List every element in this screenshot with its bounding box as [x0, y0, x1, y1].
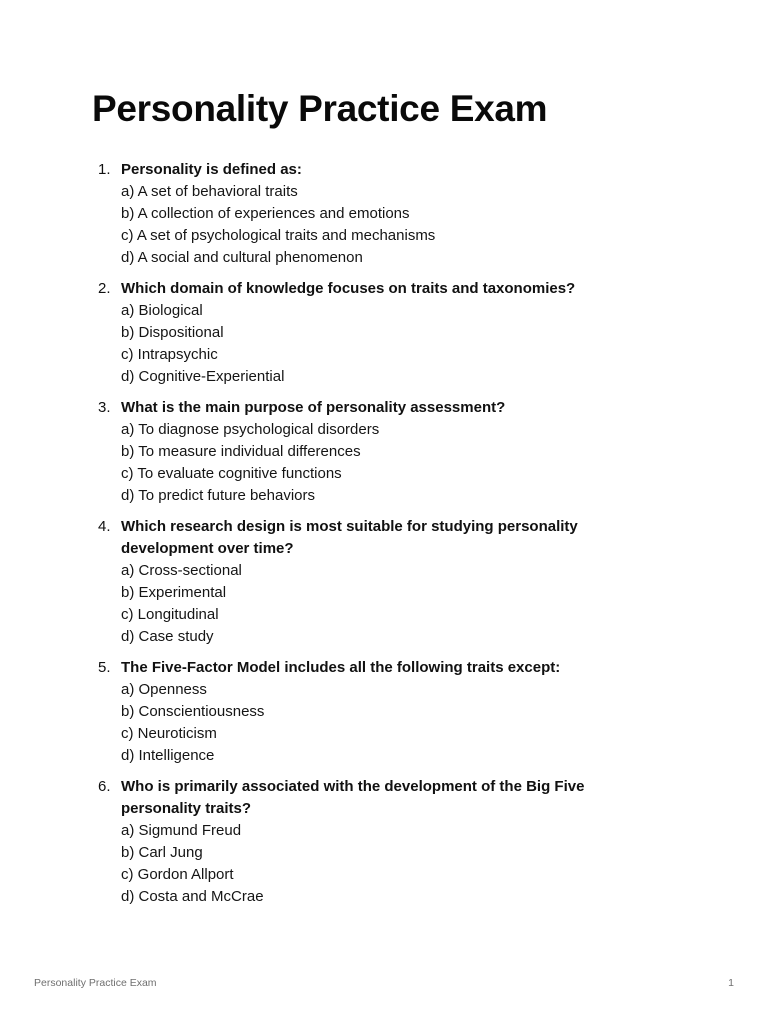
- question-number: 6.: [98, 778, 111, 795]
- answer-option: b) To measure individual differences: [121, 443, 361, 460]
- question-item: [0, 159, 768, 269]
- answer-option: b) A collection of experiences and emotions: [121, 205, 410, 222]
- question-item: [0, 278, 768, 388]
- answer-options: [0, 419, 768, 507]
- question-item: [0, 776, 768, 908]
- answer-option: b) Experimental: [121, 584, 227, 601]
- answer-option: c) A set of psychological traits and mechanisms: [121, 227, 436, 244]
- answer-option: a) Cross-sectional: [121, 562, 242, 579]
- answer-option: c) Gordon Allport: [121, 866, 234, 883]
- question-list: [0, 159, 768, 917]
- question-item: [0, 516, 768, 648]
- question-text: Who is primarily associated with the development of the Big Five personality traits?: [121, 778, 585, 817]
- answer-option: d) Costa and McCrae: [121, 888, 264, 905]
- answer-option: a) A set of behavioral traits: [121, 183, 298, 200]
- answer-options: [0, 300, 768, 388]
- answer-option: d) To predict future behaviors: [121, 487, 315, 504]
- answer-option: d) A social and cultural phenomenon: [121, 249, 363, 266]
- answer-options: [0, 560, 768, 648]
- question-text: Which research design is most suitable for studying personality development over time?: [121, 518, 578, 557]
- question-text: Personality is defined as:: [121, 161, 302, 178]
- answer-option: c) Intrapsychic: [121, 346, 218, 363]
- answer-option: a) Biological: [121, 302, 203, 319]
- answer-options: [0, 181, 768, 269]
- page-title: Personality Practice Exam: [92, 88, 548, 129]
- question-number: 2.: [98, 280, 111, 297]
- answer-option: d) Cognitive-Experiential: [121, 368, 285, 385]
- answer-option: a) Openness: [121, 681, 207, 698]
- answer-option: d) Intelligence: [121, 747, 215, 764]
- answer-option: c) Longitudinal: [121, 606, 219, 623]
- question-text: What is the main purpose of personality assessment?: [121, 399, 506, 416]
- answer-option: d) Case study: [121, 628, 214, 645]
- answer-option: b) Carl Jung: [121, 844, 203, 861]
- answer-option: c) Neuroticism: [121, 725, 217, 742]
- answer-options: [0, 820, 768, 908]
- question-number: 5.: [98, 659, 111, 676]
- question-number: 4.: [98, 518, 111, 535]
- footer-page-number: 1: [728, 977, 734, 989]
- answer-option: b) Dispositional: [121, 324, 224, 341]
- question-text: The Five-Factor Model includes all the following traits except:: [121, 659, 561, 676]
- answer-option: a) Sigmund Freud: [121, 822, 242, 839]
- answer-option: a) To diagnose psychological disorders: [121, 421, 380, 438]
- question-number: 1.: [98, 161, 111, 178]
- answer-options: [0, 679, 768, 767]
- question-text: Which domain of knowledge focuses on traits and taxonomies?: [121, 280, 576, 297]
- answer-option: c) To evaluate cognitive functions: [121, 465, 342, 482]
- footer-document-title: Personality Practice Exam: [34, 977, 157, 989]
- question-number: 3.: [98, 399, 111, 416]
- question-item: [0, 657, 768, 767]
- question-item: [0, 397, 768, 507]
- answer-option: b) Conscientiousness: [121, 703, 265, 720]
